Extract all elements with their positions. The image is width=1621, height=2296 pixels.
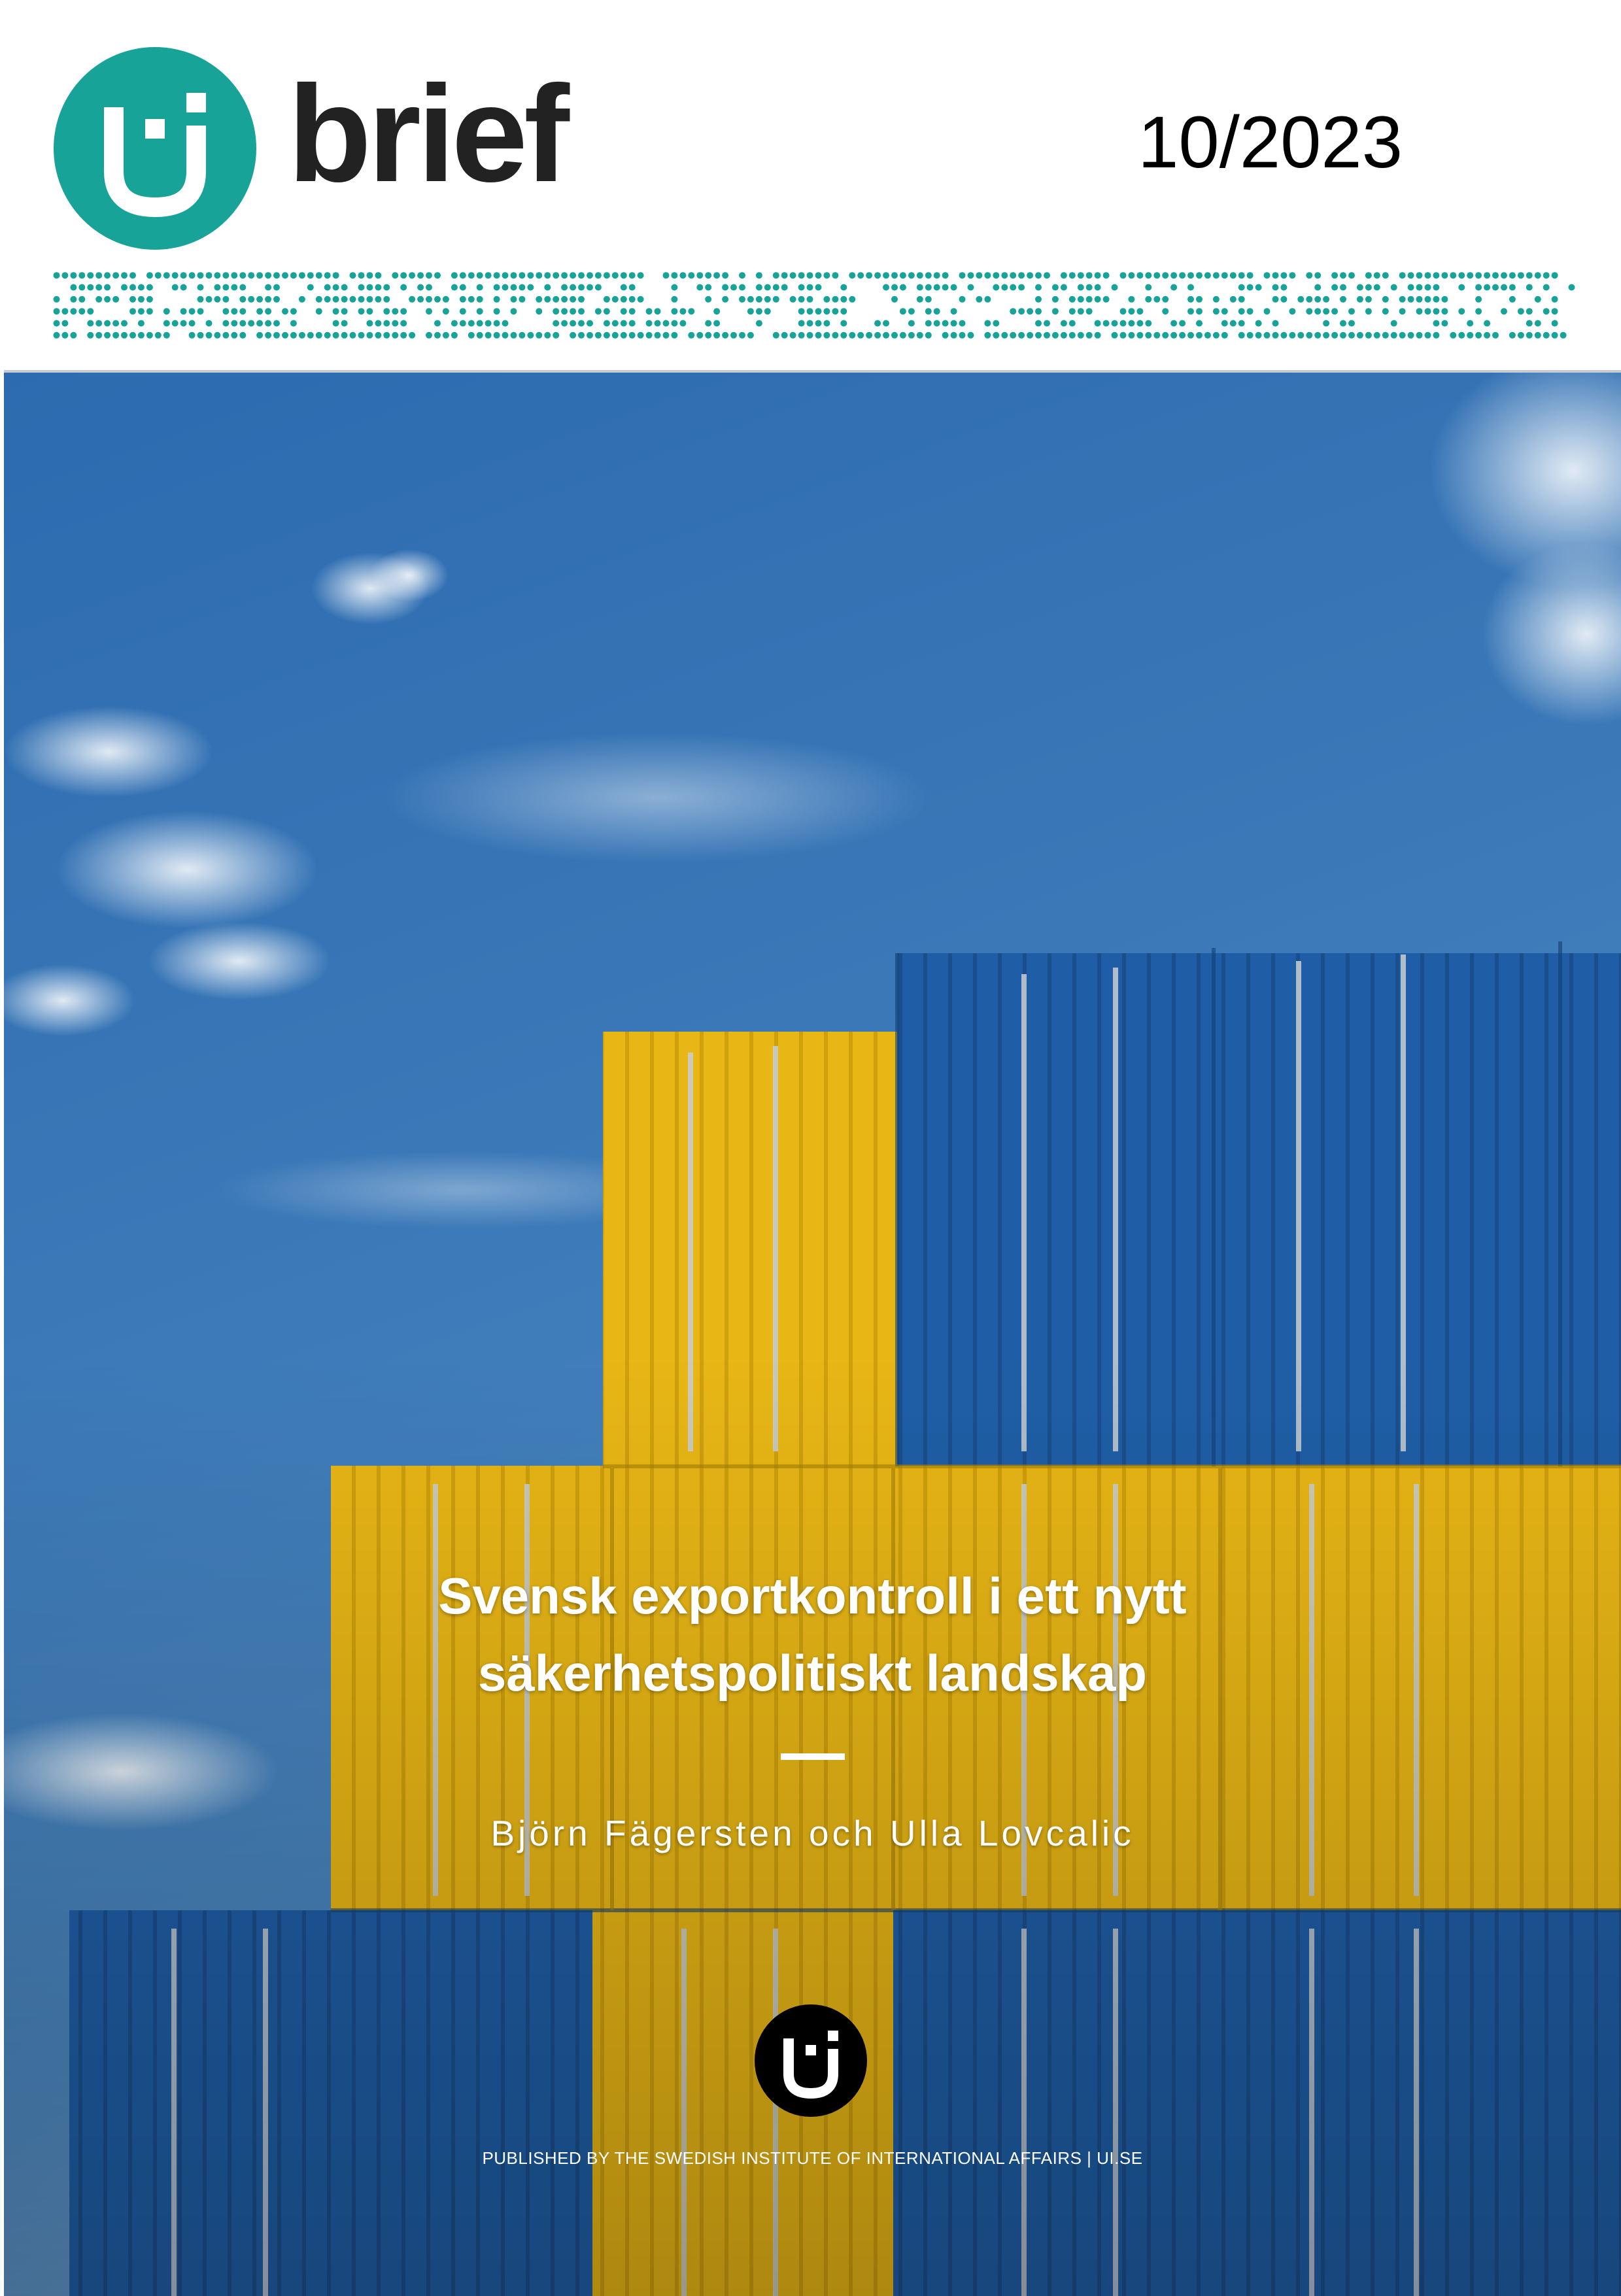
ui-footer-logo [755,2004,867,2117]
brand-word: brief [288,57,566,211]
title-line-1: Svensk exportkontroll i ett nytt [438,1567,1187,1625]
issue-number: 10/2023 [1138,101,1403,183]
publisher-line: PUBLISHED BY THE SWEDISH INSTITUTE OF INTERNATIONAL AFFAIRS | UI.SE [482,2148,1143,2168]
title-line-2: säkerhetspolitiskt landskap [477,1644,1148,1702]
dot-pattern-divider [52,269,1576,341]
header [0,0,1621,366]
title-rule [781,1753,845,1760]
cover-photo [4,370,1621,2296]
authors: Björn Fägersten och Ulla Lovcalic [490,1813,1135,1853]
brief-title [4,1557,1621,1712]
ui-logo [54,47,256,250]
